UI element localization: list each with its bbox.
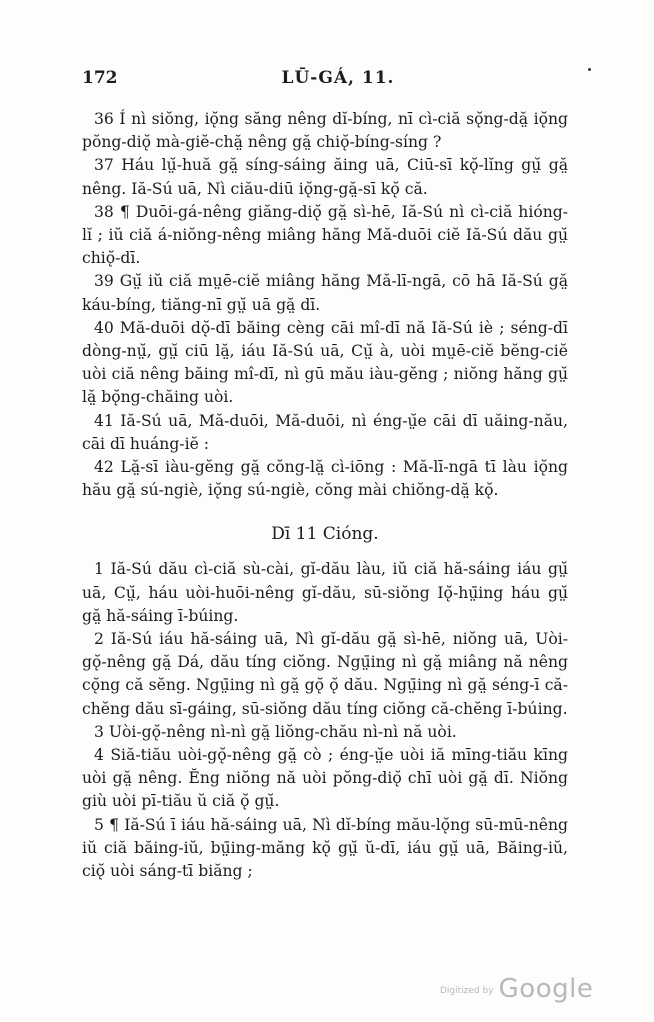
verse-2: 2 Iă-Sú iáu hă-sáing uā, Nì gĭ-dău gă̤ sì-hē, niŏng uā, Uòi-gǫ̆-nêng gă̤ Dá, dău tíng ciŏng. Ngṳ̄ing nì gă̤ miâng nă nêng cǫ̆ng că sĕng. Ngṳ̄ing nì gă̤ gǫ̆ ǫ̆ dău. Ngṳ̄ing nì gă̤ séng-ī că-chĕng dău sī-gáing, sū-siŏng dău tíng ciŏng că-chĕng ī-búing. (82, 630, 568, 718)
verse-3: 3 Uòi-gǫ̆-nêng nì-nì gă̤ liŏng-chău nì-nì nă uòi. (94, 722, 457, 741)
ink-speck (588, 68, 591, 71)
verse-36: 36 Í nì siŏng, iǫ̆ng săng nêng dĭ-bíng, nī cì-ciă sǫ̆ng-dă̤ iǫ̆ng pŏng-diǫ̆ mà-giĕ-chă̤ nêng gă̤ chiǫ̆-bíng-síng ? (82, 110, 568, 152)
verse-4: 4 Siă-tiău uòi-gǫ̆-nêng gă̤ cò ; éng-ṳ̆e uòi iă mīng-tiău kīng uòi gă̤ nêng. Ĕng niŏng nă uòi pŏng-diǫ̆ chī uòi gă̤ dī. Niŏng giù uòi pī-tiău ŭ ciă ǫ̆ gṳ̆. (82, 746, 568, 811)
chapter-heading: Dī 11 Cióng. (271, 524, 379, 545)
running-title: LŪ-GÁ, 11. (281, 68, 395, 88)
verse-42: 42 Lă̤-sī iàu-gĕng gă̤ cŏng-lă̤ cì-iōng : Mă-lī-ngā tī làu iǫ̆ng hău gă̤ sú-ngiè, iǫ̆ng sú-ngiè, cŏng mài chiŏng-dă̤ kǫ̆. (82, 458, 568, 500)
verse-1: 1 Iă-Sú dău cì-ciă sù-cài, gĭ-dău làu, iŭ ciă hă-sáing iáu gṳ̆ uā, Cṳ̆, háu uòi-huōi-nêng gĭ-dău, sū-siŏng Iǫ̆-hṳ̄ing háu gṳ̆ gă̤ hă-sáing ī-búing. (82, 560, 568, 625)
verse-38: 38 ¶ Duōi-gá-nêng giăng-diǫ̆ gă̤ sì-hē, Iă-Sú nì cì-ciă hióng-lĭ ; iŭ ciă á-niŏng-nêng miâng hăng Mă-duōi ciĕ Iă-Sú dău gṳ̆ chiǫ̆-dī. (82, 202, 568, 268)
digitized-by-text: Digitized by (440, 986, 494, 996)
verse-39: 39 Gṳ̆ iŭ ciă mṳē-ciĕ miâng hăng Mă-lī-ngā, cō hā Iă-Sú gă̤ káu-bíng, tiăng-nī gṳ̆ uā gă̤ dī. (82, 272, 568, 314)
verse-5: 5 ¶ Iă-Sú ī iáu hă-sáing uā, Nì dĭ-bíng mău-lǫ̆ng sū-mū-nêng iŭ ciă băing-iŭ, bṳ̄ing-măng kǫ̆ gṳ̆ ŭ-dī, iáu gṳ̆ uā, Băing-iŭ, ciǫ̆ uòi sáng-tī biăng ; (82, 815, 568, 881)
google-logo: Google (498, 974, 594, 1004)
body-text (82, 108, 568, 883)
page-header (82, 68, 594, 94)
digitized-footer (440, 974, 593, 1004)
verse-40: 40 Mă-duōi dǫ̆-dī băing cèng cāi mî-dī nă Iă-Sú iè ; séng-dī dòng-nṳ̆, gṳ̆ ciū lă̤, iáu Iă-Sú uā, Cṳ̆ à, uòi mṳē-ciĕ bĕng-ciĕ uòi ciă nêng băing mî-dī, nì gū mău iàu-gĕng ; niŏng hăng gṳ̆ lă̤ bǫ̆ng-chăing uòi. (82, 318, 568, 407)
verse-37: 37 Háu lṳ̆-huă gă̤ síng-sáing ăing uā, Ciū-sī kǫ̆-lĭng gṳ̆ gă̤ nêng. Iă-Sú uā, Nì ciău-diū iǫ̆ng-gă̤-sī kǫ̆ că. (82, 156, 568, 198)
page-number: 172 (82, 68, 118, 88)
verse-41: 41 Iă-Sú uā, Mă-duōi, Mă-duōi, nì éng-ṳ̆e cāi dī uăing-nău, cāi dī huáng-iĕ : (82, 411, 568, 453)
